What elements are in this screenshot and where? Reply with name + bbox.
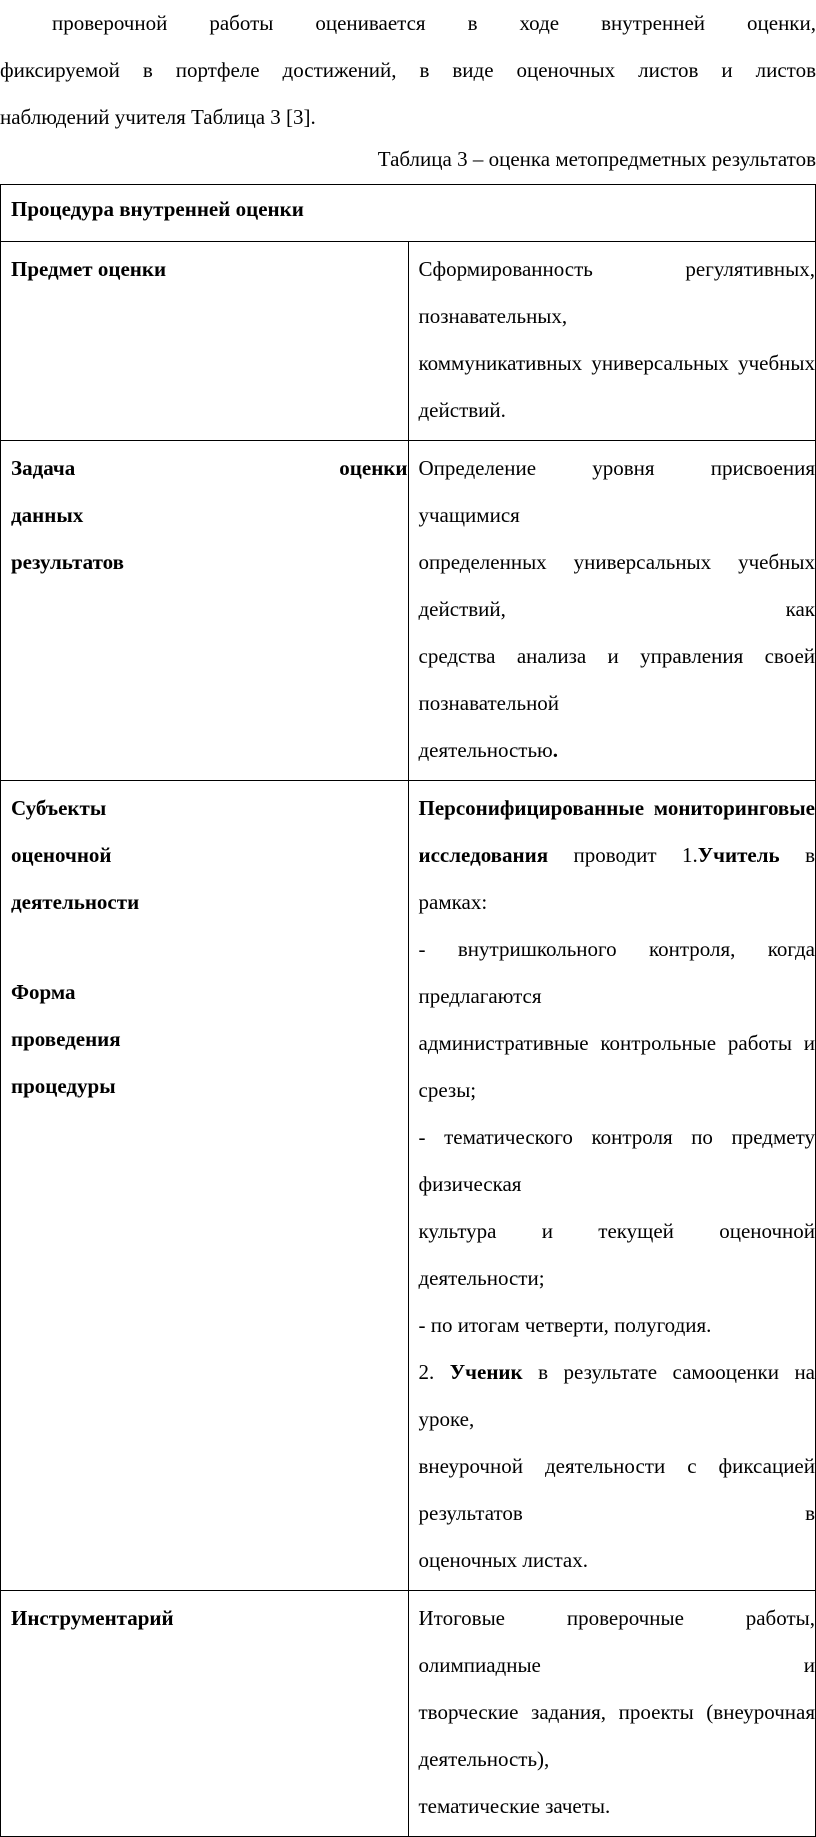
label-line: Форма (11, 980, 76, 1004)
cell-text-bold: Ученик (449, 1360, 523, 1384)
cell-line: средства анализа и управления своей познавательной (418, 644, 815, 715)
cell-line: определенных универсальных учебных действий, как (418, 550, 815, 621)
cell-text: проводит 1. (548, 843, 698, 867)
cell-text: в рамках: (418, 843, 815, 914)
cell-text: 2. (418, 1360, 450, 1384)
row-value-subjects (408, 781, 816, 1591)
row-label-subject: Предмет оценки (1, 242, 409, 441)
intro-line: проверочной работы оценивается в ходе внутренней оценки, (52, 11, 816, 35)
cell-line (419, 785, 816, 832)
cell-line (419, 1349, 816, 1443)
cell-line: внеурочной деятельности с фиксацией результатов в (418, 1454, 815, 1525)
cell-text-bold: исследования (418, 843, 549, 867)
table-header-row (1, 185, 816, 242)
intro-line: фиксируемой в портфеле достижений, в виде оценочных листов и листов (0, 58, 816, 82)
label-line: результатов (11, 550, 124, 574)
cell-line: творческие задания, проекты (внеурочная деятельность), (418, 1700, 815, 1771)
cell-text-bold: Персонифицированные мониторинговые (418, 796, 815, 820)
label-line: Субъекты (11, 796, 107, 820)
cell-line: оценочных листах. (418, 1548, 588, 1572)
label-line: данных (11, 503, 84, 527)
cell-line (419, 727, 816, 774)
row-label-tools: Инструментарий (1, 1591, 409, 1837)
row-label-subjects (1, 781, 409, 1591)
cell-line: административные контрольные работы и срезы; (418, 1031, 815, 1102)
row-value-subject (408, 242, 816, 441)
table-caption: Таблица 3 – оценка метопредметных результатов (377, 147, 816, 171)
cell-text: в результате самооценки на уроке, (418, 1360, 815, 1431)
cell-line: - тематического контроля по предмету физическая (418, 1125, 815, 1196)
cell-line: - по итогам четверти, полугодия. (418, 1313, 712, 1337)
cell-line: тематические зачеты. (418, 1794, 611, 1818)
table-row (1, 781, 816, 1591)
label-line: процедуры (11, 1074, 116, 1098)
intro-paragraph (0, 0, 816, 141)
cell-line: Определение уровня присвоения учащимися (418, 456, 815, 527)
label-line: оценочной (11, 843, 112, 867)
cell-line (419, 832, 816, 926)
label-line: деятельности (11, 890, 140, 914)
label-line: Задача оценки (11, 456, 408, 480)
table-row (1, 242, 816, 441)
cell-line: Итоговые проверочные работы, олимпиадные и (418, 1606, 815, 1677)
cell-line: Сформированность регулятивных, познавательных, (418, 257, 815, 328)
label-spacer (11, 926, 408, 969)
cell-text-bold: Учитель (697, 843, 780, 867)
table-row (1, 1591, 816, 1837)
row-value-tools (408, 1591, 816, 1837)
cell-text-bold: . (552, 738, 558, 762)
table-row (1, 441, 816, 781)
cell-line: - внутришкольного контроля, когда предлагаются (418, 937, 815, 1008)
cell-line: культура и текущей оценочной деятельности; (418, 1219, 815, 1290)
table-header: Процедура внутренней оценки (1, 185, 816, 242)
assessment-table (0, 184, 816, 1837)
label-line: проведения (11, 1027, 121, 1051)
row-value-task (408, 441, 816, 781)
row-label-task (1, 441, 409, 781)
intro-line: наблюдений учителя Таблица 3 [3]. (0, 105, 316, 129)
cell-text: деятельностью (418, 738, 553, 762)
cell-line: коммуникативных универсальных учебных действий. (418, 351, 815, 422)
